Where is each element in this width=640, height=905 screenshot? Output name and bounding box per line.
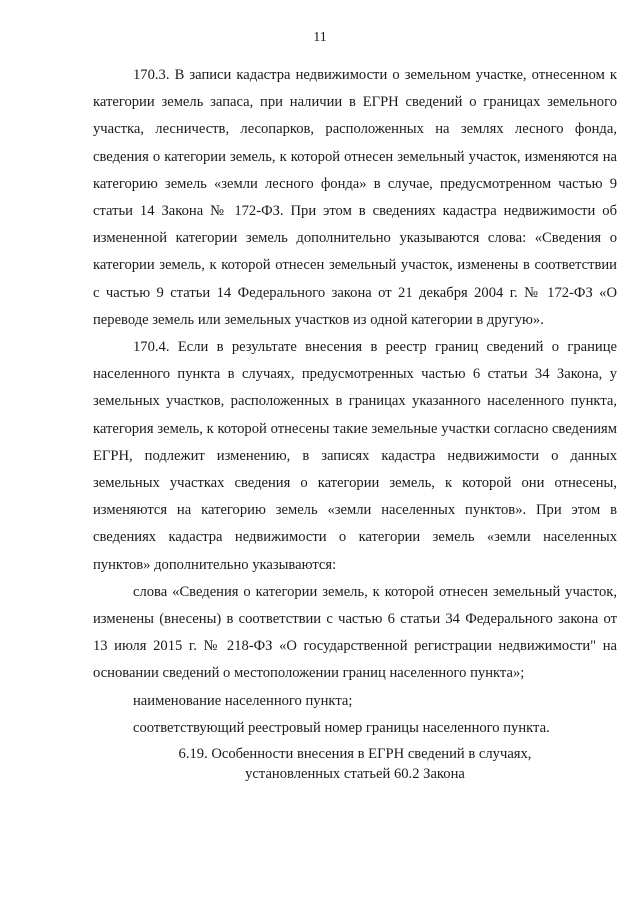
section-heading-line-2: установленных статьей 60.2 Закона [245,766,465,783]
list-item-words: слова «Сведения о категории земель, к которой отнесен земельный участок, изменены (внесены) в соответствии с частью 6 статьи 34 Федерального закона от 13 июля 2015 г. № 218-ФЗ «О государственной регистрации недвижимости" на основании сведений о местоположении границ населенного пункта»; [93,583,617,682]
page-number: 11 [313,30,327,45]
document-body [93,62,617,784]
section-heading-line-1: 6.19. Особенности внесения в ЕГРН сведений в случаях, [178,746,532,763]
paragraph-170-3: 170.3. В записи кадастра недвижимости о земельном участке, отнесенном к категории земель запаса, при наличии в ЕГРН сведений о границах земельного участка, лесничеств, лесопарков, расположенных на землях лесного фонда, сведения о категории земель, к которой отнесен земельный участок, изменяются на категорию земель «земли лесного фонда» в случае, предусмотренном частью 9 статьи 14 Закона № 172-ФЗ. При этом в сведениях кадастра недвижимости об измененной категории земель дополнительно указываются слова: «Сведения о категории земель, к которой отнесен земельный участок, изменены в соответствии с частью 9 статьи 14 Федерального закона от 21 декабря 2004 г. № 172-ФЗ «О переводе земель или земельных участков из одной категории в другую». [93,67,617,328]
paragraph-170-4: 170.4. Если в результате внесения в реестр границ сведений о границе населенного пункта в случаях, предусмотренных частью 6 статьи 34 Закона, у земельных участков, расположенных в границах указанного населенного пункта, категория земель, к которой отнесены такие земельные участки согласно сведениям ЕГРН, подлежит изменению, в записях кадастра недвижимости о данных земельных участках сведения о категории земель, к которой они отнесены, изменяются на категорию земель «земли населенных пунктов». При этом в сведениях кадастра недвижимости о категории земель «земли населенных пунктов» дополнительно указываются: [93,339,617,573]
section-heading [93,744,617,784]
list-item-registry-number: соответствующий реестровый номер границы населенного пункта. [133,719,550,736]
list-item-settlement-name: наименование населенного пункта; [133,692,353,709]
